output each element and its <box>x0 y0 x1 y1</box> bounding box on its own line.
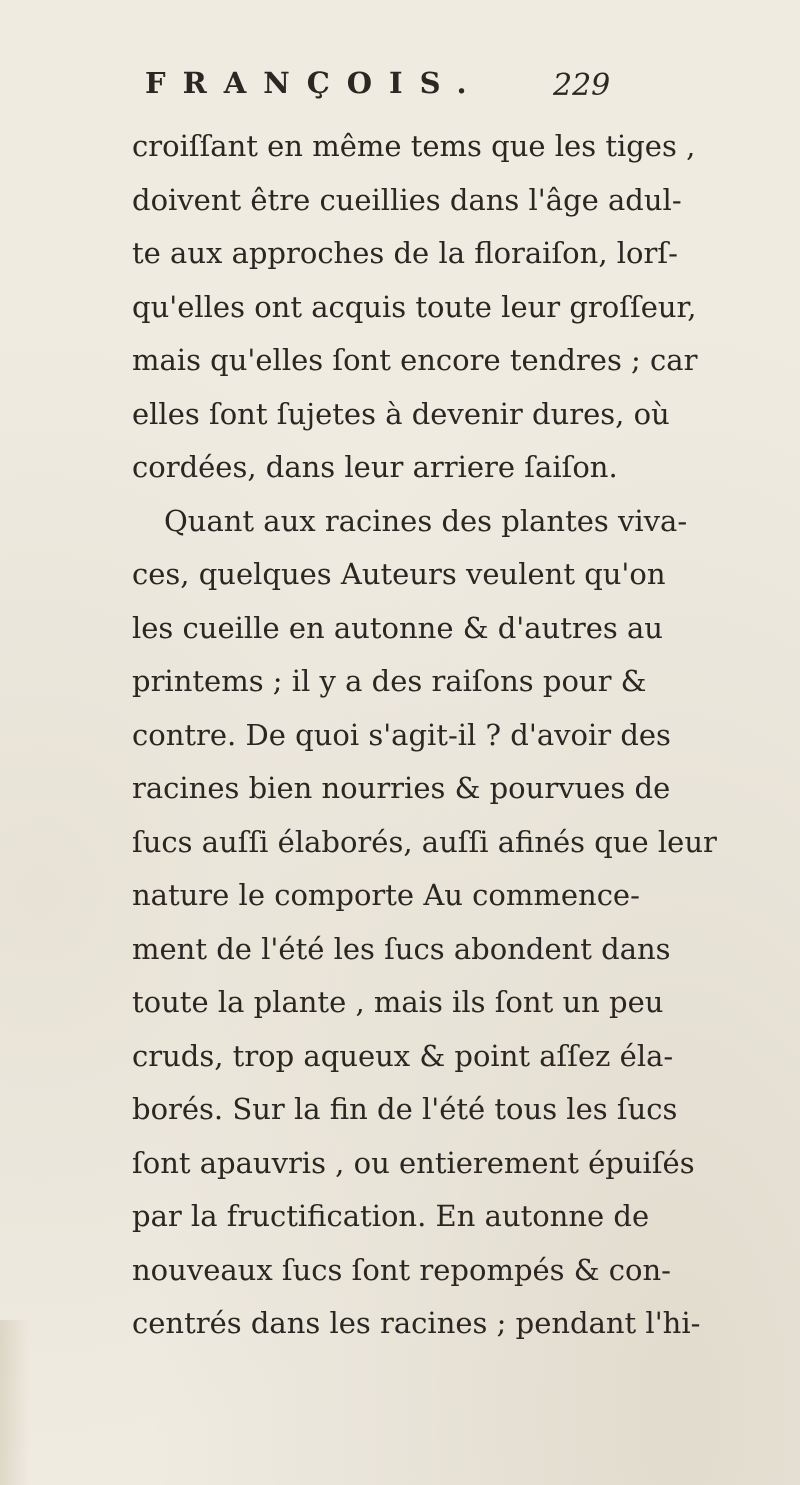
text-line: cordées, dans leur arriere ſaiſon. <box>132 450 618 484</box>
text-line: croiſſant en même tems que les tiges , <box>132 129 696 163</box>
running-title: FRANÇOIS. <box>145 66 484 100</box>
text-line: qu'elles ont acquis toute leur groſſeur, <box>132 289 697 324</box>
text-line: ſucs auſſi élaborés, auſſi afinés que leur <box>132 824 717 859</box>
text-line: te aux approches de la floraiſon, lorſ- <box>132 236 678 270</box>
text-line: Quant aux racines des plantes viva- <box>164 503 688 538</box>
text-line: les cueille en autonne & d'autres au <box>132 610 663 645</box>
text-line: racines bien nourries & pourvues de <box>132 771 671 805</box>
text-line: mais qu'elles ſont encore tendres ; car <box>132 343 698 377</box>
text-line: ces, quelques Auteurs veulent qu'on <box>132 557 666 591</box>
text-line: cruds, trop aqueux & point aſſez éla- <box>132 1038 674 1073</box>
paper-stain <box>0 1320 30 1485</box>
body-text <box>132 120 717 1351</box>
text-line: nature le comporte Au commence- <box>132 878 640 912</box>
text-line: borés. Sur la fin de l'été tous les ſucs <box>132 1092 678 1126</box>
text-line: contre. De quoi s'agit-il ? d'avoir des <box>132 717 671 752</box>
page-number: 229 <box>553 68 611 103</box>
text-line: nouveaux ſucs ſont repompés & con- <box>132 1252 671 1287</box>
text-line: centrés dans les racines ; pendant l'hi- <box>132 1306 701 1340</box>
text-line: printems ; il y a des raiſons pour & <box>132 664 647 698</box>
text-line: elles ſont ſujetes à devenir dures, où <box>132 396 670 431</box>
text-line: par la fructification. En autonne de <box>132 1199 650 1233</box>
text-line: ſont apauvris , ou entierement épuiſés <box>132 1145 695 1180</box>
text-line: doivent être cueillies dans l'âge adul- <box>132 182 682 217</box>
text-line: toute la plante , mais ils ſont un peu <box>132 985 664 1019</box>
text-line: ment de l'été les ſucs abondent dans <box>132 931 671 966</box>
